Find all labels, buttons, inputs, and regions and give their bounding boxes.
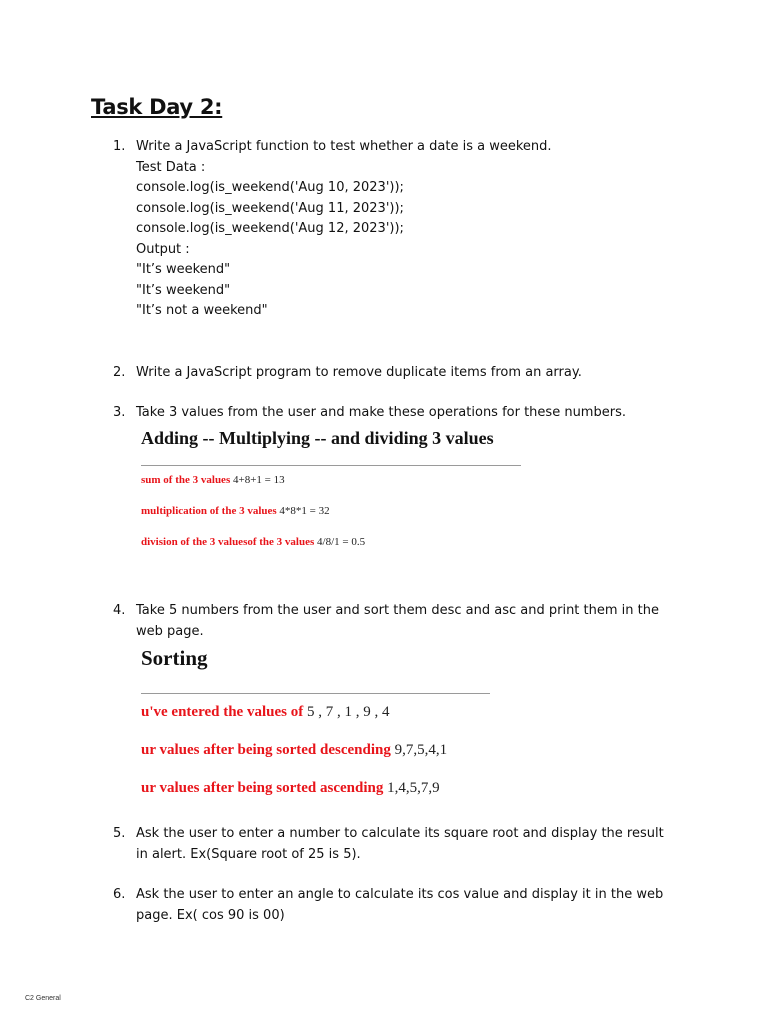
figure-row-multiplication	[141, 505, 330, 517]
row-label: ur values after being sorted ascending	[141, 780, 384, 796]
divider	[141, 693, 490, 694]
figure-row-division	[141, 536, 365, 548]
row-value: 1,4,5,7,9	[387, 780, 440, 796]
row-label: ur values after being sorted descending	[141, 742, 391, 758]
task-1-line: Output :	[136, 241, 190, 257]
task-text: Take 3 values from the user and make these operations for these numbers.	[136, 405, 626, 420]
task-number: 6.	[113, 887, 126, 902]
footer-classification-label: C2 General	[25, 995, 61, 1002]
row-value: 5 , 7 , 1 , 9 , 4	[306, 704, 390, 720]
figure-row-entered	[141, 704, 389, 721]
row-value: 4+8+1 = 13	[232, 474, 285, 486]
page-title: Task Day 2:	[91, 95, 223, 119]
row-value: 4/8/1 = 0.5	[317, 536, 366, 548]
row-label: division of the 3 valuesof the 3 values	[141, 536, 315, 548]
row-value: 4*8*1 = 32	[279, 505, 330, 517]
figure-sorting	[141, 646, 501, 801]
task-1-code-line: console.log(is_weekend('Aug 12, 2023'));	[136, 221, 404, 236]
task-1-code-line: console.log(is_weekend('Aug 10, 2023'));	[136, 180, 404, 195]
task-text: Write a JavaScript program to remove duplicate items from an array.	[136, 365, 582, 380]
row-label: multiplication of the 3 values	[141, 505, 277, 517]
task-1-output-line: "It’s weekend"	[136, 262, 231, 277]
figure-row-ascending	[141, 780, 440, 797]
task-1-line: Test Data :	[136, 159, 206, 175]
figure-row-sum	[141, 474, 285, 486]
task-number: 4.	[113, 603, 126, 618]
figure-row-descending	[141, 742, 447, 759]
figure-title: Adding -- Multiplying -- and dividing 3 values	[141, 428, 494, 448]
task-number: 5.	[113, 826, 126, 841]
task-number: 3.	[113, 405, 126, 420]
task-number: 2.	[113, 365, 126, 380]
divider	[141, 465, 521, 466]
task-1-output-line: "It’s weekend"	[136, 282, 231, 298]
task-text: Ask the user to enter a number to calculate its square root and display the result in alert. Ex(Square root of 25 is 5).	[136, 826, 664, 862]
task-number: 1.	[113, 139, 126, 154]
row-label: u've entered the values of	[141, 704, 304, 720]
figure-math-operations	[141, 428, 526, 558]
task-1-output-line: "It’s not a weekend"	[136, 303, 268, 318]
task-1-code-line: console.log(is_weekend('Aug 11, 2023'));	[136, 200, 404, 216]
task-text: Take 5 numbers from the user and sort them desc and asc and print them in the web page.	[136, 603, 659, 639]
task-text: Ask the user to enter an angle to calculate its cos value and display it in the web page. Ex( cos 90 is 00)	[136, 887, 664, 923]
task-1-line: Write a JavaScript function to test whether a date is a weekend.	[136, 139, 552, 154]
row-value: 9,7,5,4,1	[394, 742, 448, 758]
figure-title: Sorting	[141, 646, 208, 670]
row-label: sum of the 3 values	[141, 474, 231, 486]
